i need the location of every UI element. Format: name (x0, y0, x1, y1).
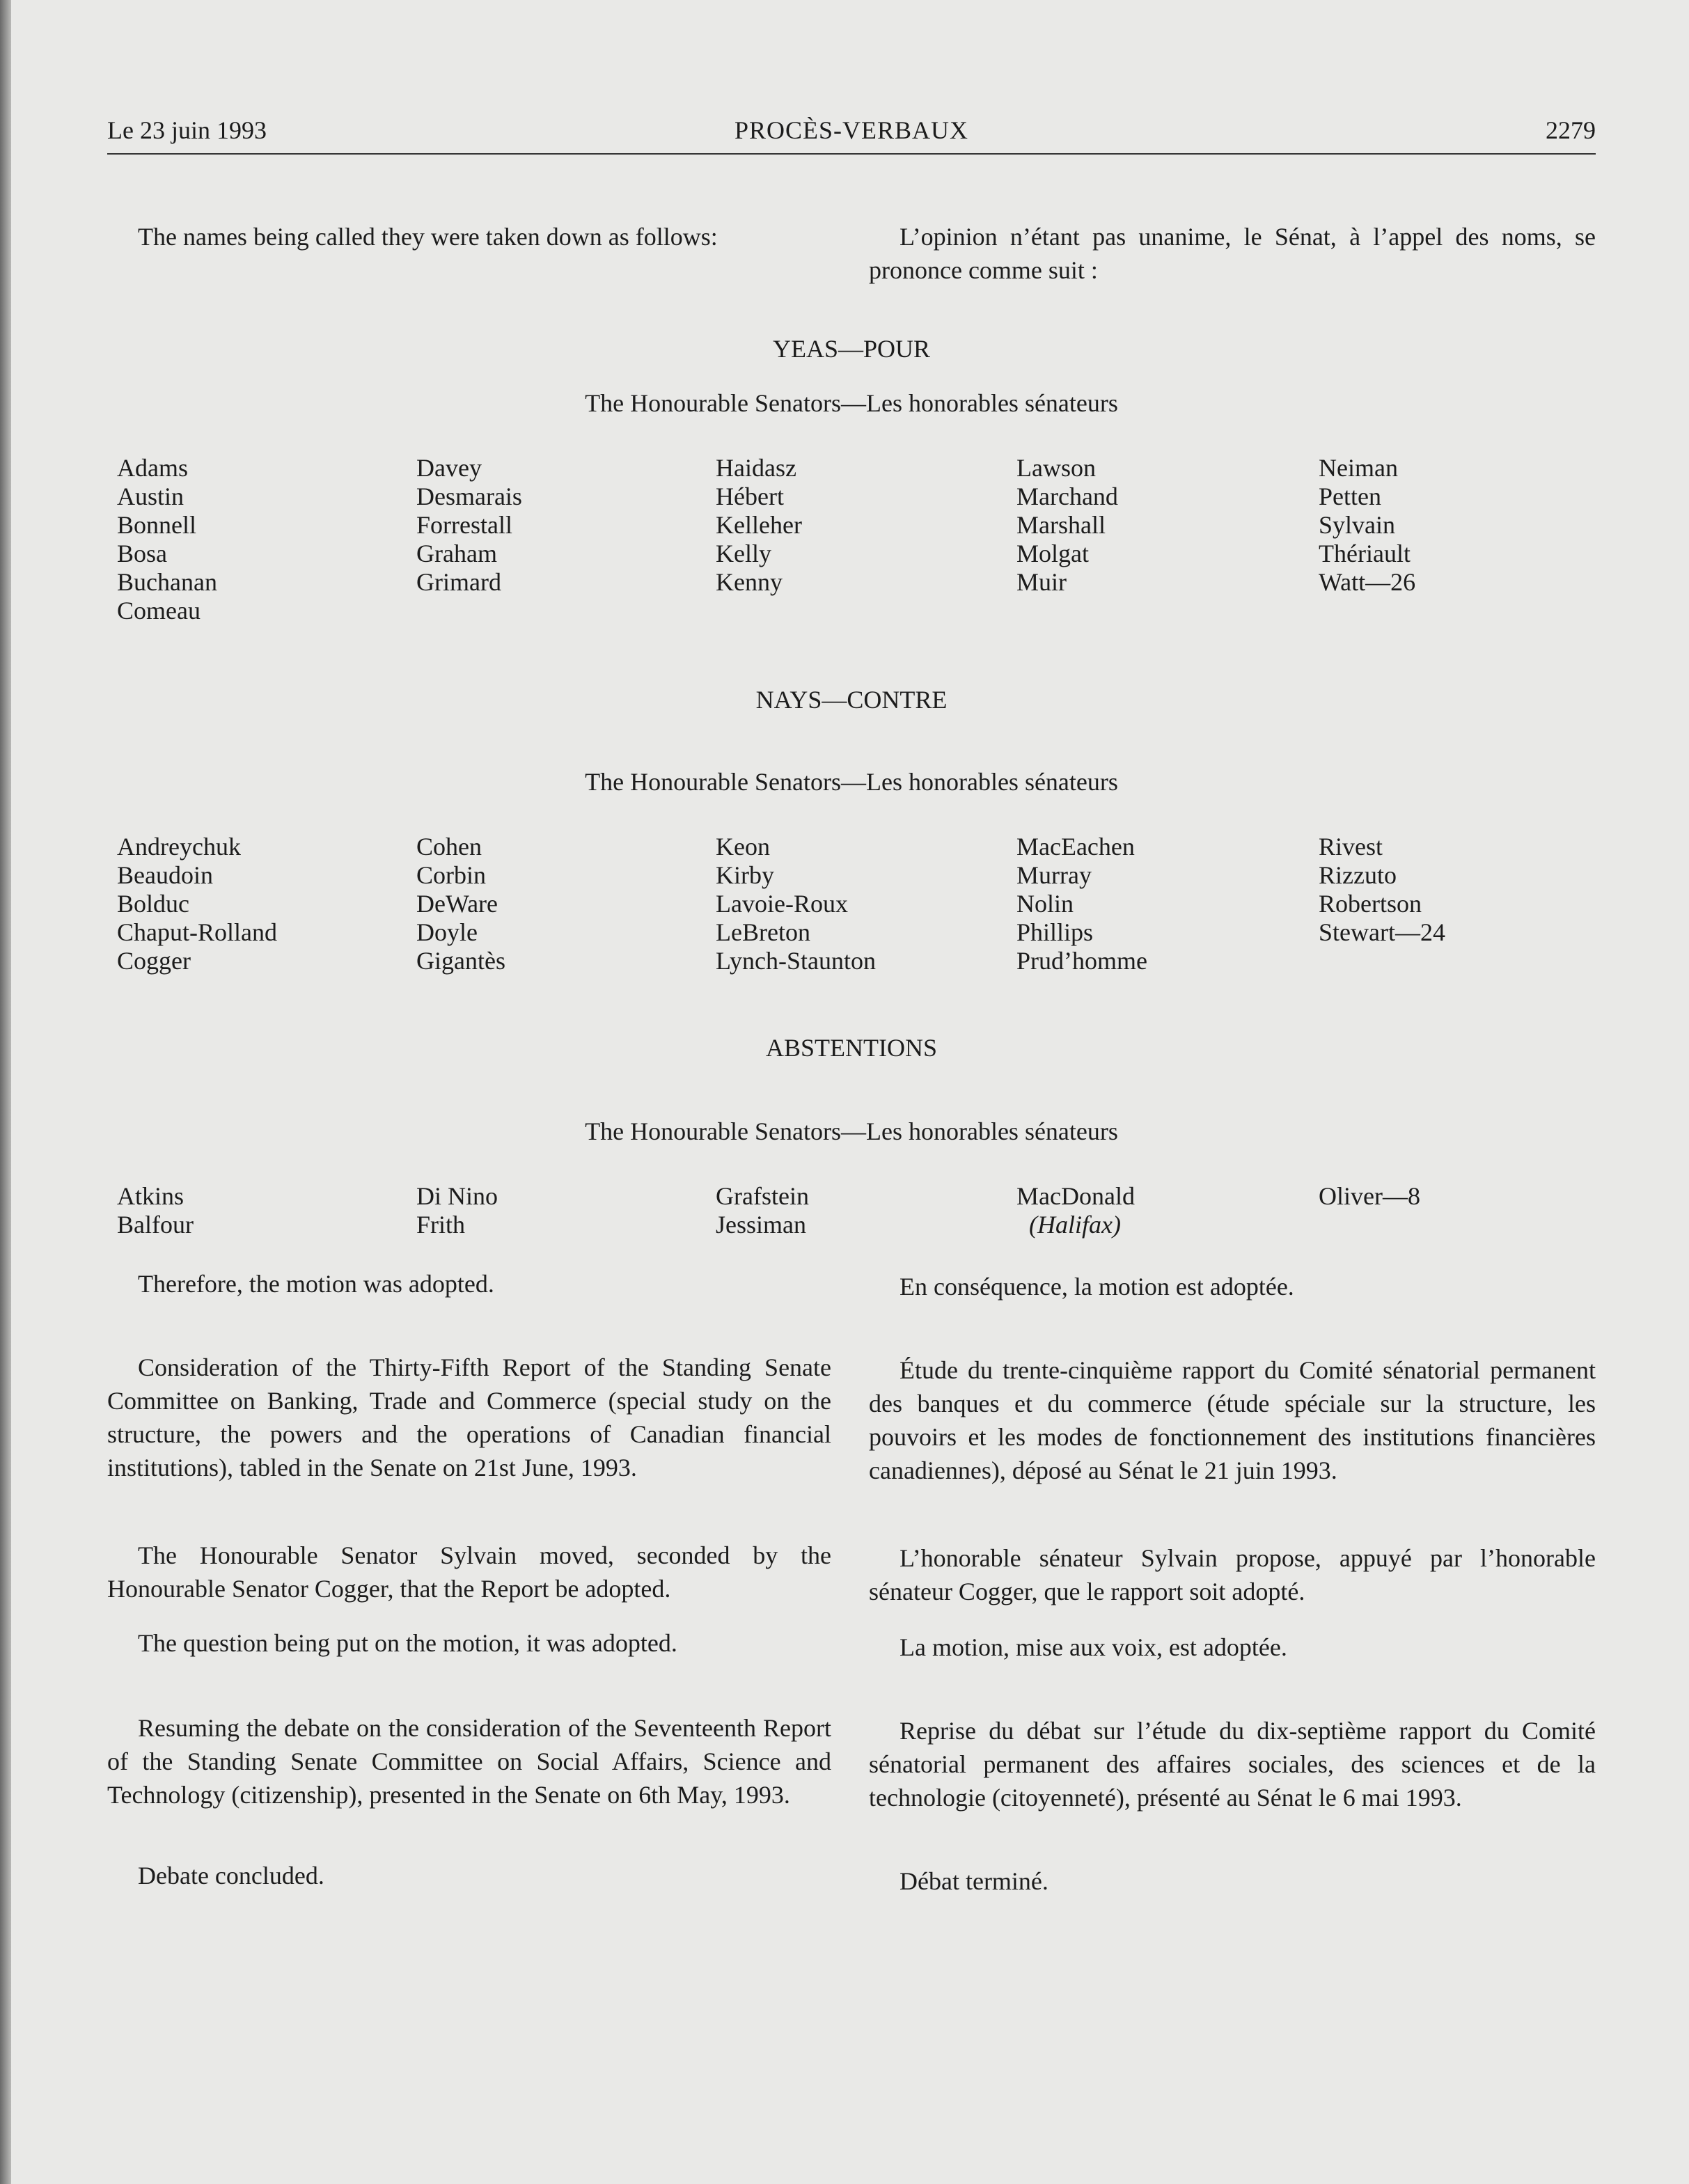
senator-name: Di Nino (416, 1182, 498, 1210)
senator-name: Cogger (117, 947, 191, 975)
senator-name: Lynch-Staunton (716, 947, 876, 975)
intro-english: The names being called they were taken down as follows: (138, 223, 718, 251)
abstentions-subtitle: The Honourable Senators—Les honorables sénateurs (585, 1117, 1118, 1145)
page-header (107, 116, 1596, 150)
abstentions-column-1 (117, 1182, 194, 1239)
resuming-french: Reprise du débat sur l’étude du dix-septième rapport du Comité sénatorial permanent des affaires sociales, des sciences et de la technologie (citoyenneté), présenté au Sénat le 6 mai 1993. (869, 1717, 1596, 1812)
senator-name: Forrestall (416, 511, 512, 539)
senator-name: Thériault (1319, 540, 1411, 567)
senator-name: DeWare (416, 890, 498, 918)
yeas-column-3 (716, 454, 802, 597)
senator-name: Lawson (1016, 454, 1096, 482)
senator-name: Molgat (1016, 540, 1089, 567)
senator-name: Kelly (716, 540, 771, 567)
senator-name: Marchand (1016, 482, 1118, 510)
question-french: La motion, mise aux voix, est adoptée. (900, 1633, 1287, 1661)
senator-name: Rizzuto (1319, 861, 1397, 889)
senator-name: Grafstein (716, 1182, 809, 1210)
senator-name: Phillips (1016, 918, 1094, 946)
senator-name: Buchanan (117, 568, 217, 596)
senator-name: Muir (1016, 568, 1067, 596)
senator-name: Kelleher (716, 511, 802, 539)
senator-riding: (Halifax) (1029, 1211, 1121, 1239)
senator-name: Corbin (416, 861, 487, 889)
abstentions-column-4 (1016, 1182, 1135, 1239)
debate-english: Debate concluded. (138, 1862, 324, 1890)
senator-name: Marshall (1016, 511, 1106, 539)
senator-name: MacDonald (1016, 1182, 1135, 1210)
senator-name: Watt—26 (1319, 568, 1416, 596)
senator-name: LeBreton (716, 918, 810, 946)
header-title: PROCÈS-VERBAUX (734, 116, 969, 144)
result-french: En conséquence, la motion est adoptée. (900, 1273, 1294, 1301)
senator-name: MacEachen (1016, 833, 1135, 861)
nays-subtitle: The Honourable Senators—Les honorables sénateurs (585, 768, 1118, 796)
senator-name: Bosa (117, 540, 167, 567)
senator-name: Grimard (416, 568, 501, 596)
nays-column-5 (1319, 833, 1445, 947)
senator-name: Frith (416, 1211, 466, 1239)
yeas-column-5 (1319, 454, 1415, 597)
senator-name: Nolin (1016, 890, 1074, 918)
senator-name: Andreychuk (117, 833, 241, 861)
page-binding-edge (0, 0, 11, 2184)
senator-name: Chaput-Rolland (117, 918, 277, 946)
senator-name: Bolduc (117, 890, 189, 918)
senator-name: Atkins (117, 1182, 184, 1210)
nays-title: NAYS—CONTRE (755, 686, 948, 714)
senator-name: Keon (716, 833, 770, 861)
senator-name: Adams (117, 454, 188, 482)
nays-column-4 (1016, 833, 1147, 975)
yeas-column-1 (117, 454, 217, 625)
senator-name: Austin (117, 482, 184, 510)
senator-name: Bonnell (117, 511, 196, 539)
yeas-column-4 (1016, 454, 1118, 597)
senator-name: Graham (416, 540, 497, 567)
consideration-french: Étude du trente-cinquième rapport du Comité sénatorial permanent des banques et du commerce (étude spéciale sur la structure, les pouvoirs et les modes de fonctionnement des institutions financières canadiennes), déposé au Sénat le 21 juin 1993. (869, 1356, 1596, 1484)
senator-name: Robertson (1319, 890, 1422, 918)
senator-name: Oliver—8 (1319, 1182, 1420, 1210)
result-english: Therefore, the motion was adopted. (138, 1270, 494, 1298)
senator-name: Desmarais (416, 482, 522, 510)
resuming-english: Resuming the debate on the consideration of the Seventeenth Report of the Standing Senate Committee on Social Affairs, Science and Technology (citizenship), presented in the Senate on 6th May, 1993. (107, 1714, 831, 1809)
nays-column-1 (117, 833, 277, 975)
senator-name: Comeau (117, 597, 201, 624)
abstentions-title: ABSTENTIONS (765, 1034, 937, 1062)
senator-name: Gigantès (416, 947, 505, 975)
senator-name: Doyle (416, 918, 478, 946)
senator-name: Murray (1016, 861, 1092, 889)
moved-french: L’honorable sénateur Sylvain propose, appuyé par l’honorable sénateur Cogger, que le rapport soit adopté. (869, 1544, 1596, 1605)
consideration-english: Consideration of the Thirty-Fifth Report of the Standing Senate Committee on Banking, Trade and Commerce (special study on the structure, the powers and the operations of Canadian financial institutions), tabled in the Senate on 21st June, 1993. (107, 1353, 831, 1482)
abstentions-column-3 (716, 1182, 809, 1239)
abstentions-column-5 (1319, 1182, 1420, 1211)
yeas-title: YEAS—POUR (772, 335, 931, 363)
senator-name: Balfour (117, 1211, 194, 1239)
senator-name: Petten (1319, 482, 1381, 510)
senator-name: Kenny (716, 568, 783, 596)
senator-name: Sylvain (1319, 511, 1396, 539)
question-english: The question being put on the motion, it was adopted. (138, 1629, 677, 1657)
moved-english: The Honourable Senator Sylvain moved, seconded by the Honourable Senator Cogger, that the Report be adopted. (107, 1541, 831, 1603)
intro-french: L’opinion n’étant pas unanime, le Sénat, à l’appel des noms, se prononce comme suit : (869, 223, 1596, 284)
senator-name: Cohen (416, 833, 482, 861)
debate-french: Débat terminé. (900, 1867, 1048, 1895)
senator-name: Lavoie-Roux (716, 890, 848, 918)
page-number: 2279 (1546, 116, 1596, 144)
senator-name: Jessiman (716, 1211, 806, 1239)
yeas-subtitle: The Honourable Senators—Les honorables sénateurs (585, 389, 1118, 417)
senator-name: Stewart—24 (1319, 918, 1445, 946)
senator-name: Kirby (716, 861, 774, 889)
senator-name: Davey (416, 454, 482, 482)
senator-name: Hébert (716, 482, 784, 510)
senator-name: Neiman (1319, 454, 1398, 482)
header-rule (107, 153, 1596, 155)
nays-column-3 (716, 833, 876, 975)
nays-column-2 (416, 833, 505, 975)
senator-name: Haidasz (716, 454, 796, 482)
yeas-column-2 (416, 454, 522, 597)
senator-name: Beaudoin (117, 861, 213, 889)
abstentions-column-2 (416, 1182, 498, 1239)
senator-name: Rivest (1319, 833, 1383, 861)
senator-name: Prud’homme (1016, 947, 1147, 975)
header-date: Le 23 juin 1993 (107, 116, 267, 144)
